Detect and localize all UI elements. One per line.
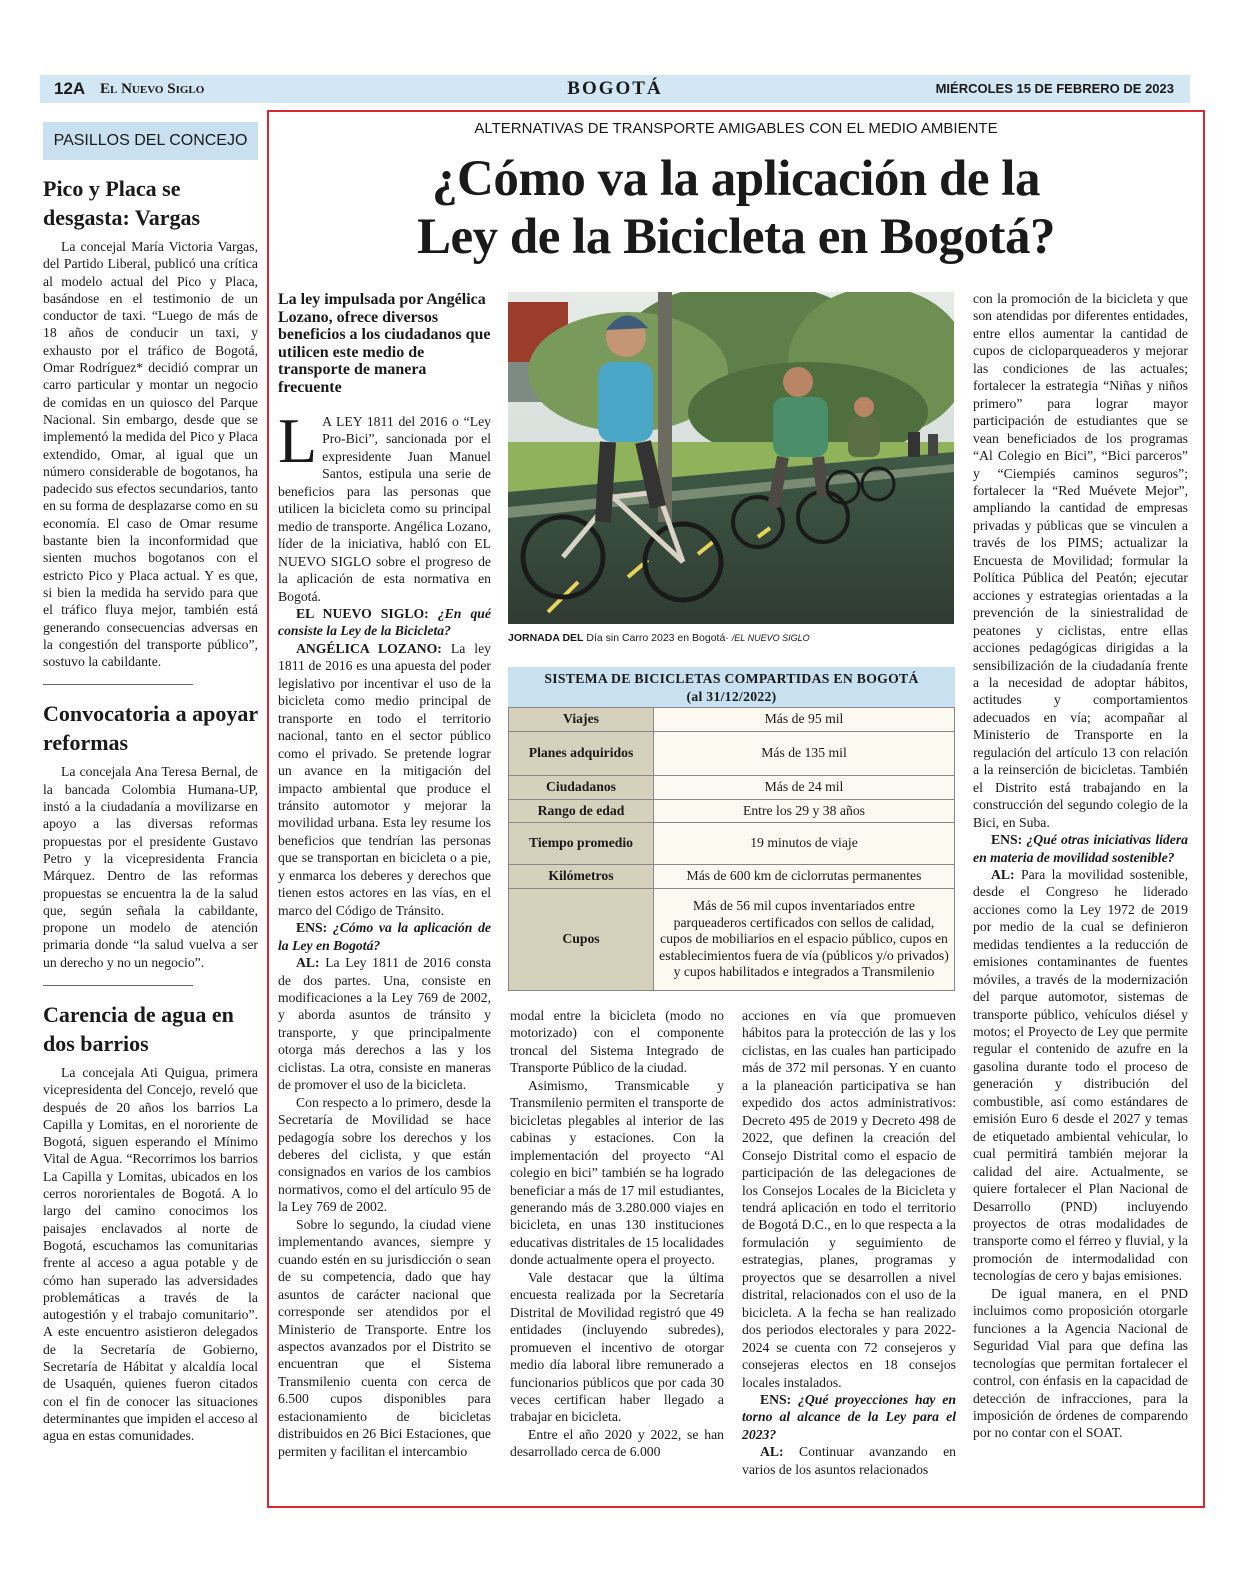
brief-body: La concejal María Victoria Vargas, del Partido Liberal, publicó una crítica al modelo actual del Pico y Placa, basándose en el testimonio de un conductor de taxi. “Luego de más de 18 años de conducir un taxi, y exhausto por el tráfico de Bogotá, Omar Rodríguez* decidió comprar un carro particular y montar un negocio de comidas en un quiosco del Parque Nacional. Sin embargo, desde que se implementó la medida del Pico y Placa extendido, Omar, al igual que un número considerable de bogotanos, ha padecido sus efectos secundarios, tanto en su forma de desplazarse como en su economía. El caso de Omar resume bastante bien la inconformidad que sienten muchos bogotanos con el estricto Pico y Placa actual. Y es que, si bien la medida ha servido para que el tráfico fluya mejor, también está generando consecuencias adversas en la congestión del transporte público”, sostuvo la cabildante.	[43, 239, 258, 670]
question: ENS: ¿Cómo va la aplicación de la Ley en Bogotá?	[278, 920, 492, 953]
drop-cap: L	[278, 405, 318, 476]
brief-title: Pico y Placa se desgasta: Vargas	[43, 176, 201, 230]
page-header	[40, 75, 1190, 103]
caption-lead: JORNADA DEL	[508, 632, 584, 644]
question: ENS: ¿Qué otras iniciativas lidera en materia de movilidad sostenible?	[973, 832, 1189, 865]
row-label: Viajes	[509, 708, 654, 732]
answer: AL: Para la movilidad sostenible, desde el Congreso he liderado acciones como la Ley 1972 de 2019 por medio de la cual se definieron medidas tendientes a la reducción de emisiones contaminantes de fuentes móviles, a través de la modernización del parque automotor, sistemas de transporte público, vehículos diésel y motos; el Proyecto de Ley que permite regular el contenido de azufre en la gasolina durante todo el proceso de generación y distribución del combustible, así como estándares de emisión Euro 6 desde el 2027 y temas de etiquetado ambiental vehicular, lo cual permitirá también mejorar la calidad del aire. Actualmente, se quiere fortalecer el Plan Nacional de Desarrollo (PND) incluyendo proyectos de otras modalidades de transporte como el férreo y fluvial, y la promoción de intermodalidad con tecnologías de cero y bajas emisiones.	[973, 866, 1188, 1284]
section-name: BOGOTÁ	[567, 78, 663, 99]
question: EL NUEVO SIGLO: ¿En qué consiste la Ley de la Bicicleta?	[278, 605, 491, 639]
table-row	[509, 732, 955, 776]
row-label: Rango de edad	[509, 800, 654, 823]
row-label: Planes adquiridos	[509, 732, 654, 776]
table-title-line: SISTEMA DE BICICLETAS COMPARTIDAS EN BOGOTÁ	[544, 671, 919, 686]
brief-body: La concejala Ati Quigua, primera vicepresidenta del Concejo, reveló que después de 20 años los barrios La Capilla y Lomitas, en el nororiente de Bogotá, siguen esperando el Mínimo Vital de Agua. “Recorrimos los barrios La Capilla y Lomitas, ubicados en los cerros nororientales de Bogotá. A lo largo del camino conocimos los paisajes enclavados al norte de Bogotá, escuchamos las comunitarias frente al acceso a agua potable y de cómo han superado las adversidades problemáticas a través de la autogestión y el trabajo comunitario”. A este encuentro asistieron delegados de la Secretaría de Gobierno, Secretaría de Hábitat y alcaldía local de Usaquén, quienes fueron citados con el fin de conocer las situaciones determinantes que impiden el acceso al agua en estas comunidades.	[43, 1064, 258, 1444]
row-value: 19 minutos de viaje	[654, 823, 955, 865]
caption-text: Día sin Carro 2023 en Bogotá	[586, 632, 726, 644]
row-value: Más de 600 km de ciclorrutas permanentes	[654, 865, 955, 889]
brief-agua	[43, 1000, 258, 1445]
paragraph: De igual manera, en el PND incluimos como proposición otorgarle funciones a la Agencia Nacional de Seguridad Vial para que defina las tecnologías que permitan fortalecer el control, con énfasis en la capacidad de detección de infracciones, para la imposición de órdenes de comparendo por no contar con el SOAT.	[973, 1285, 1188, 1441]
issue-date: MIÉRCOLES 15 DE FEBRERO DE 2023	[935, 81, 1174, 96]
table-row	[509, 800, 955, 823]
paragraph: Sobre lo segundo, la ciudad viene implementando avances, siempre y cuando estén en su jurisdicción o sean de su competencia, dado que hay asuntos de carácter nacional que corresponde ser atendidos por el Ministerio de Transporte. Entre los aspectos avanzados por el Distrito se encuentran que el Sistema Transmilenio cuenta con cerca de 6.500 cupos disponibles para estacionamiento de bicicletas distribuidos en 26 Bici Estaciones, que permiten y facilitan el intercambio	[278, 1216, 491, 1459]
article-column-2	[510, 1007, 724, 1461]
row-label: Ciudadanos	[509, 776, 654, 800]
divider	[43, 684, 193, 685]
article-kicker: ALTERNATIVAS DE TRANSPORTE AMIGABLES CON EL MEDIO AMBIENTE	[474, 120, 998, 137]
headline-line: Ley de la Bicicleta en Bogotá?	[417, 209, 1055, 265]
row-label: Cupos	[509, 889, 654, 991]
paragraph: con la promoción de la bicicleta y que son atendidas por diferentes entidades, entre ellos aumentar la cantidad de cupos de cicloparqueaderos y mejorar las condiciones de las actuales; fortalecer la estrategia “Niñas y niños primero” para lograr mayor participación de estudiantes que se vean beneficiados de los programas “Al Colegio en Bici”, “Bici parceros” y “Ciempiés caminos seguros”; fortalecer la “Red Muévete Mejor”, ampliando la cantidad de empresas privadas y públicas que se vinculen a través de los PIMS; actualizar la Encuesta de Movilidad; formular la Política Pública del Peatón; ejecutar acciones y estrategias orientadas a la prevención de la siniestralidad de peatones y ciclistas, entre ellas acciones pedagógicas dirigidas a la sensibilización de la ciudadanía frente a la necesidad de adoptar hábitos, actitudes y comportamientos adecuados en vía; acompañar al Ministerio de Transporte en la regulación del artículo 13 con relación a la reinserción de bicicletas. También el Distrito está trabajando en la construcción del segundo colegio de la Bici, en Suba.	[973, 291, 1188, 830]
article-column-4	[973, 290, 1188, 1442]
row-value: Más de 135 mil	[654, 732, 955, 776]
photo-credit: /EL NUEVO SIGLO	[731, 633, 810, 643]
article-lead: La ley impulsada por Angélica Lozano, ofrece diversos beneficios a los ciudadanos que utilicen este medio de transporte de manera frecuente	[278, 291, 491, 396]
article-column-1	[278, 405, 492, 1460]
paragraph: acciones en vía que promueven hábitos para la protección de las y los ciclistas, en las cuales han participado más de 372 mil personas. Y en cuanto a la planeación participativa se han expedido dos actos administrativos: Decreto 495 de 2019 y Decreto 498 de 2022, que definen la creación del Consejo Distrital como el espacio de participación de las delegaciones de los Consejos Locales de la Bicicleta y tendrá aplicación en todo el territorio de Bogotá D.C., en lo que respecta a la formulación y seguimiento de estrategias, planes, programas y proyectos que se desarrollen a nivel distrital, relacionados con el uso de la bicicleta. A la fecha se han realizado dos periodos electorales y para 2022-2024 se cuenta con 72 consejeros y consejeras electos en 18 consejos locales instalados.	[742, 1008, 956, 1390]
row-label: Kilómetros	[509, 865, 654, 889]
cyclists-photo	[508, 292, 954, 624]
brief-pico-y-placa	[43, 174, 258, 670]
page-number: 12A	[54, 79, 86, 98]
data-table	[508, 707, 955, 991]
row-value: Más de 24 mil	[654, 776, 955, 800]
table-row	[509, 708, 955, 732]
intro-paragraph: L A LEY 1811 del 2016 o “Ley Pro-Bici”, sancionada por el expresidente Juan Manuel Santos, estipula una serie de beneficios para las personas que utilicen la bicicleta como su principal medio de transporte. Angélica Lozano, líder de la iniciativa, habló con EL NUEVO SIGLO sobre el progreso de la aplicación de esta normativa en Bogotá.	[278, 405, 491, 604]
divider	[43, 985, 193, 986]
answer: AL: La Ley 1811 de 2016 consta de dos partes. Una, consiste en modificaciones a la Ley 769 de 2002, y aborda asuntos de tránsito y transporte, y que principalmente otorga más derechos a las y los ciclistas. La otra, consiste en maneras de promover el uso de la bicicleta.	[278, 955, 492, 1093]
paragraph: Con respecto a lo primero, desde la Secretaría de Movilidad se hace pedagogía sobre los derechos y los deberes del ciclista, y que están consignados en varios de los cambios normativos, como el del artículo 95 de la Ley 769 de 2002.	[278, 1094, 491, 1215]
column-label: PASILLOS DEL CONCEJO	[43, 122, 258, 160]
row-value: Más de 95 mil	[654, 708, 955, 732]
table-row	[509, 776, 955, 800]
brief-title: Carencia de agua en dos barrios	[43, 1001, 234, 1056]
row-label: Tiempo promedio	[509, 823, 654, 865]
bike-share-table	[508, 667, 955, 993]
table-row	[509, 823, 955, 865]
paragraph: modal entre la bicicleta (modo no motorizado) con el componente troncal del Sistema Integrado de Transporte Público de la ciudad.	[510, 1008, 724, 1076]
photo-caption: JORNADA DEL Día sin Carro 2023 en Bogotá· /EL NUEVO SIGLO	[508, 632, 810, 644]
brief-title: Convocatoria a apoyar reformas	[43, 701, 258, 756]
table-row	[509, 889, 955, 991]
answer: ANGÉLICA LOZANO: La ley 1811 de 2016 es una apuesta del poder legislativo por incentivar el uso de la bicicleta como medio principal de transporte en todo el territorio nacional, tanto en el sector público como el privado. Se pretende lograr un avance en la mitigación del impacto ambiental que produce el tránsito automotor y mejorar la movilidad urbana. Esta ley resume los beneficios que tendrían las personas que se transportan en bicicleta o a pie, y enmarca los deberes y derechos que tienen estos actores en las vías, en el marco del Código de Tránsito.	[278, 640, 491, 918]
row-value: Más de 56 mil cupos inventariados entre parqueaderos certificados con sellos de calidad, cupos de mobiliarios en el espacio público, cupos en establecimientos fuera de vía (públicos y/o privados) y cupos habilitados e integrados a Transmilenio	[654, 889, 955, 991]
question: ENS: ¿Qué proyecciones hay en torno al alcance de la Ley para el 2023?	[742, 1391, 956, 1442]
table-title-line: (al 31/12/2022)	[686, 689, 777, 704]
article-headline	[267, 150, 1205, 266]
newspaper-name: El Nuevo Siglo	[100, 81, 205, 97]
cyclists-photo-illustration	[508, 292, 954, 624]
brief-body: La concejala Ana Teresa Bernal, de la bancada Colombia Humana-UP, instó a la ciudadanía a movilizarse en apoyo a las diversas reformas propuestas por el presidente Gustavo Petro y la vicepresidenta Francia Márquez. Dentro de las reformas propuestas se encuentra la de la salud que, según señala la cabildante, propone un modelo de atención primaria donde “la salud vuelva a ser un derecho y no un negocio”.	[43, 764, 258, 970]
table-title	[508, 667, 955, 707]
table-row	[509, 865, 955, 889]
article-column-3	[742, 1007, 956, 1478]
answer: AL: Continuar avanzando en varios de los asuntos relacionados	[742, 1444, 957, 1477]
row-value: Entre los 29 y 38 años	[654, 800, 955, 823]
headline-line: ¿Cómo va la aplicación de la	[432, 151, 1040, 207]
paragraph: Vale destacar que la última encuesta realizada por la Secretaría Distrital de Movilidad registró que 49 entidades (incluyendo subredes), promueven el incentivo de otorgar medio día laboral libre remunerado a funcionarios públicos que por cada 30 veces certifican haber llegado a trabajar en bicicleta.	[510, 1269, 724, 1425]
paragraph: Entre el año 2020 y 2022, se han desarrollado cerca de 6.000	[510, 1426, 724, 1460]
brief-reformas	[43, 699, 258, 971]
sidebar-column	[43, 122, 258, 1497]
paragraph: Asimismo, Transmicable y Transmilenio permiten el transporte de bicicletas plegables al interior de las cabinas y estaciones. Con la implementación del proyecto “Al colegio en bici” también se ha logrado beneficiar a más de 17 mil estudiantes, generando más de 3.280.000 viajes en bicicleta, en unas 130 instituciones educativas distritales de 15 localidades donde actualmente opera el proyecto.	[510, 1077, 724, 1268]
